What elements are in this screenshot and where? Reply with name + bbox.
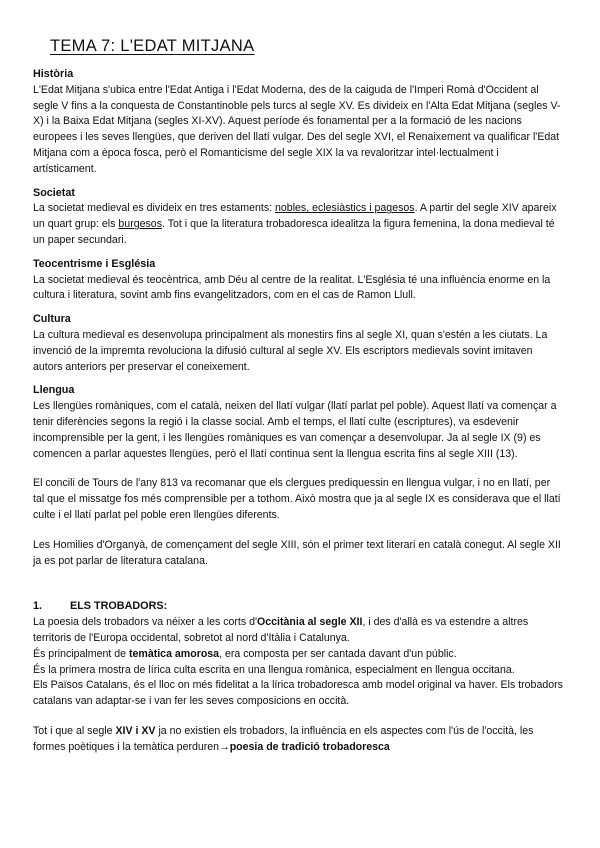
bold-text: poesia de tradició trobadoresca [229, 740, 390, 753]
bold-text: temàtica amorosa [128, 647, 220, 660]
paragraph: El concili de Tours de l'any 813 va recomanar que els clergues prediquessin en llengua vulgar, i no en llatí, per tal que el missatge fos més comprensible per a tothom. Això mostra que ja al segle IX es considerava que el llatí culte i el llatí parlat pel poble eren llengües diferents. [33, 477, 561, 521]
paragraph: L'Edat Mitjana s'ubica entre l'Edat Antiga i l'Edat Moderna, des de la caiguda de l'Imperi Romà d'Occident al segle V fins a la conquesta de Constantinoble pels turcs al segle XV. Es divideix en l'Alta Edat Mitjana (segles V-X) i la Baixa Edat Mitjana (segles XI-XV). Aquest període és fonamental per a la formació de les nacions europees i les seves llengües, que deriven del llatí vulgar. Des del segle XVI, el Renaixement va qualificar l'Edat Mitjana com a època fosca, però el Romanticisme del segle XIX la va revaloritzar intel·lectualment i artísticament. [33, 83, 561, 175]
section-trobadors [33, 599, 563, 755]
section-heading: Cultura [33, 313, 71, 326]
section-societat [33, 186, 563, 249]
section-teocentrisme [33, 257, 563, 304]
text-run: La poesia dels trobadors va néixer a les corts d' [33, 616, 258, 629]
section-cultura [33, 312, 563, 375]
bold-text: Occitània al segle XII [257, 616, 363, 629]
text-run: És principalment de [33, 647, 129, 660]
heading-text: ELS TROBADORS: [70, 600, 168, 613]
numbered-heading [33, 599, 563, 615]
section-heading: Història [33, 68, 74, 80]
section-heading: Teocentrisme i Església [33, 257, 156, 270]
text-run: ja no existien els trobadors, la influència en els aspectes com l'ús de l'occità, les formes poètiques i la temàtica perduren [33, 724, 534, 753]
paragraph: És la primera mostra de lírica culta escrita en una llengua romànica, especialment en llengua occitana. [33, 663, 515, 676]
paragraph [33, 724, 563, 756]
paragraph: La cultura medieval es desenvolupa principalment als monestirs fins al segle XI, quan s'estén a les ciutats. La invenció de la impremta revoluciona la difusió cultural al segle XV. Els escriptors medievals sovint imitaven autors anteriors per preservar el coneixement. [33, 328, 548, 373]
bold-text: XIV i XV [115, 724, 156, 737]
section-historia [33, 67, 563, 178]
paragraph: Les Homilies d'Organyà, de començament del segle XIII, són el primer text literari en català conegut. Al segle XII ja es pot parlar de literatura catalana. [33, 538, 561, 567]
text-run: . Tot i que la literatura trobadoresca idealitza la figura femenina, la dona medieval té un paper secundari. [33, 218, 555, 246]
paragraph [33, 201, 563, 248]
paragraph [33, 647, 563, 663]
text-run: La societat medieval es divideix en tres estaments: [33, 202, 276, 215]
text-run: . A partir del segle XIV apareix un quart grup: els [33, 202, 557, 231]
section-heading: Llengua [33, 384, 75, 397]
section-heading: Societat [33, 186, 76, 199]
paragraph [33, 615, 563, 647]
document-body [33, 67, 563, 755]
text-run: , i des d'allà es va estendre a altres territoris de l'Europa occidental, sobretot al nord d'Itàlia i Catalunya. [33, 616, 529, 644]
text-run: , era composta per ser cantada davant d'un públic. [219, 647, 457, 660]
underlined-text: burgesos [118, 218, 162, 231]
arrow-icon: → [219, 740, 230, 753]
paragraph: La societat medieval és teocèntrica, amb Déu al centre de la realitat. L'Església té una influència enorme en la cultura i literatura, sovint amb fins evangelitzadors, com en el cas de Ramon Llull. [33, 273, 551, 302]
text-run: Tot i que al segle [33, 724, 116, 737]
heading-number: 1. [33, 600, 43, 613]
underlined-text: nobles, eclesiàstics i pagesos [275, 202, 415, 215]
paragraph: Les llengües romàniques, com el català, neixen del llatí vulgar (llatí parlat pel poble). Aquest llatí va començar a tenir diferències segons la regió i la classe social. Amb el temps, el llatí culte (escriptures), va esdevenir incomprensible per la gent, i les llengües romàniques es van començar a desenvolupar. Ja al segle IX (9) es comencen a parlar aquestes llengües, però el llatí continua sent la llengua escrita fins al segle XIII (13). [33, 400, 557, 460]
page-title: TEMA 7: L'EDAT MITJANA [50, 37, 255, 55]
section-llengua [33, 383, 563, 569]
paragraph: Els Països Catalans, és el lloc on més fidelitat a la lírica trobadoresca amb model original va haver. Els trobadors catalans van adaptar-se i van fer les seves composicions en occità. [33, 679, 563, 708]
